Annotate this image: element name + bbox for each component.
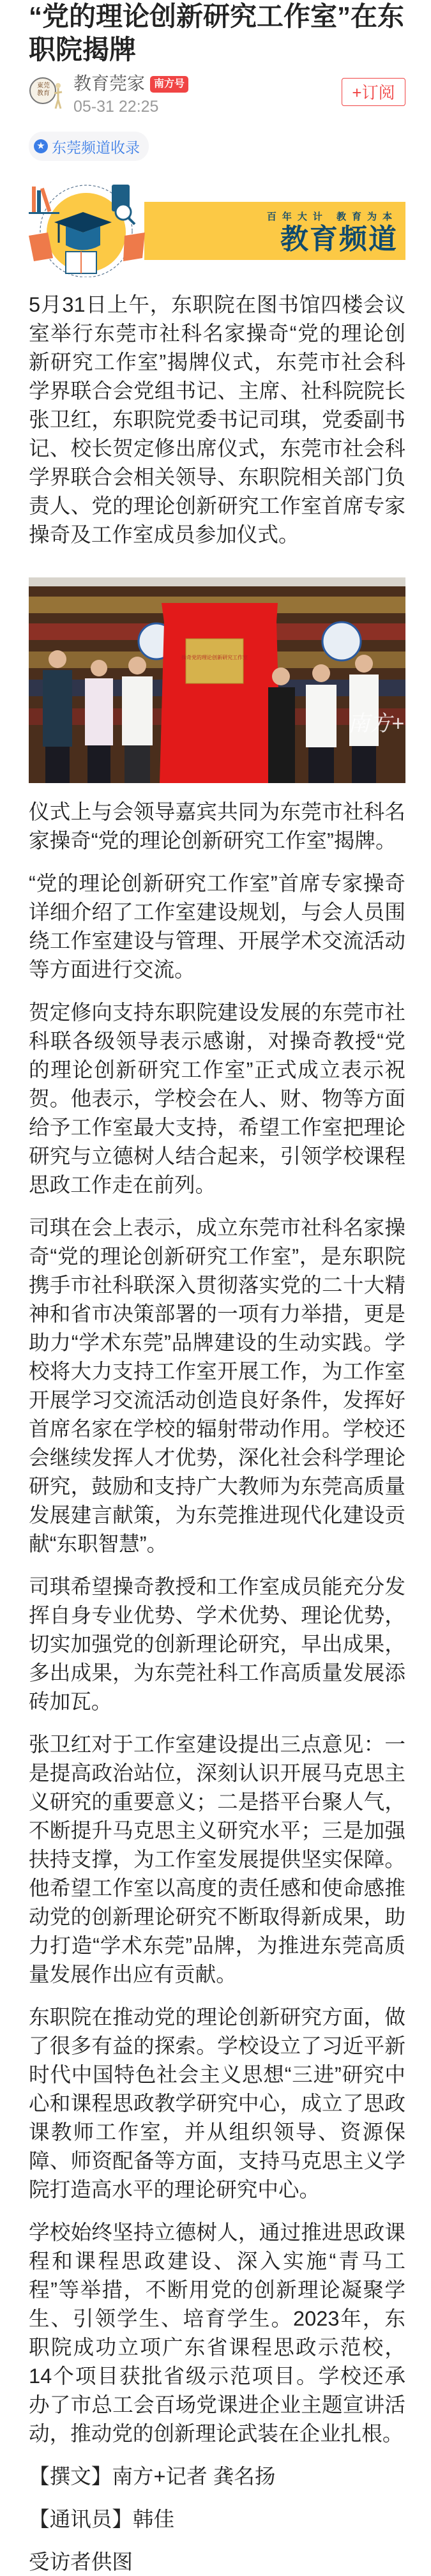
paragraph: 仪式上与会领导嘉宾共同为东莞市社科名家操奇“党的理论创新研究工作室”揭牌。: [29, 800, 405, 852]
star-icon: ★: [34, 139, 48, 153]
publish-time: 05-31 22:25: [73, 98, 159, 116]
byline-writer: 【撰文】南方+记者 龚名扬: [29, 2464, 276, 2488]
author-name-text: 教育莞家: [73, 73, 146, 93]
paragraph: 张卫红对于工作室建设提出三点意见：一是提高政治站位，深刻认识开展马克思主义研究的重要意义；二是搭平台聚人气，不断提升马克思主义研究水平；三是加强扶持支撑，为工作室发展提供坚实保障。他希望工作室以高度的责任感和使命感推动党的创新理论研究不断取得新成果，助力打造“学术东莞”品牌，为推进东莞高质量发展作出应有贡献。: [29, 1732, 405, 1986]
author-row: [29, 72, 405, 118]
avatar-logo-text: 東莞教育: [37, 82, 50, 97]
ceremony-photo[interactable]: [29, 577, 405, 783]
paragraph: 东职院在推动党的理论创新研究方面，做了很多有益的探索。学校设立了习近平新时代中国特色社会主义思想“三进”研究中心和课程思政教学研究中心，成立了思政课教师工作室，并从组织领导、资源保障、师资配备等方面，支持马克思主义学院打造高水平的理论研究中心。: [29, 2005, 405, 2201]
plaque-text: 操奇党的理论创新研究工作室: [181, 655, 248, 660]
photo-credit: 受访者供图: [29, 2550, 133, 2573]
article-title: “党的理论创新研究工作室”在东职院揭牌: [29, 1, 405, 65]
banner-slogan: 百年大计 教育为本: [266, 211, 398, 222]
byline-correspondent: 【通讯员】韩佳: [29, 2507, 175, 2531]
photo-watermark: 南方+: [348, 712, 404, 736]
education-illustration-icon: [29, 181, 150, 277]
paragraph: 5月31日上午，东职院在图书馆四楼会议室举行东莞市社科名家操奇“党的理论创新研究工作室”揭牌仪式，东莞市社会科学界联合会党组书记、主席、社科院院长张卫红，东职院党委书记司琪，党委副书记、校长贺定修出席仪式，东莞市社会科学界联合会相关领导、东职院相关部门负责人、党的理论创新研究工作室首席专家操奇及工作室成员参加仪式。: [29, 293, 405, 546]
photo-scene: [29, 577, 405, 783]
paragraph: “党的理论创新研究工作室”首席专家操奇详细介绍了工作室建设规划，与会人员围绕工作室建设与管理、开展学术交流活动等方面进行交流。: [29, 871, 405, 981]
channel-tag[interactable]: [29, 132, 149, 161]
paragraph: 司琪在会上表示，成立东莞市社科名家操奇“党的理论创新研究工作室”，是东职院携手市社科联深入贯彻落实党的二十大精神和省市决策部署的一项有力举措，更是助力“学术东莞”品牌建设的生动实践。学校将大力支持工作室开展工作，为工作室开展学习交流活动创造良好条件，发挥好首席名家在学校的辐射带动作用。学校还会继续发挥人才优势，深化社会科学理论研究，鼓励和支持广大教师为东莞高质量发展建言献策，为东莞推进现代化建设贡献“东职智慧”。: [29, 1216, 405, 1555]
paragraph: 学校始终坚持立德树人，通过推进思政课程和课程思政建设、深入实施“青马工程”等举措，不断用党的创新理论凝聚学生、引领学生、培育学生。2023年，东职院成功立项广东省课程思政示范校，14个项目获批省级示范项目。学校还承办了市总工会百场党课进企业主题宣讲活动，推动党的创新理论武装在企业扎根。: [29, 2220, 405, 2445]
education-channel-banner: [29, 181, 405, 277]
paragraph: 贺定修向支持东职院建设发展的东莞市社科联各级领导表示感谢，对操奇教授“党的理论创新研究工作室”正式成立表示祝贺。他表示，学校会在人、财、物等方面给予工作室最大支持，希望工作室把理论研究与立德树人结合起来，引领学校课程思政工作走在前列。: [29, 1000, 405, 1196]
author-name[interactable]: [73, 73, 188, 95]
banner-channel-name: 教育频道: [280, 224, 398, 255]
paragraph: 司琪希望操奇教授和工作室成员能充分发挥自身专业优势、学术优势、理论优势，切实加强党的创新理论研究，早出成果，多出成果，为东莞社科工作高质量发展添砖加瓦。: [29, 1574, 405, 1713]
nanfang-badge: 南方号: [150, 76, 188, 93]
subscribe-button[interactable]: +订阅: [342, 78, 405, 106]
channel-tag-label: 东莞频道收录: [52, 139, 140, 156]
